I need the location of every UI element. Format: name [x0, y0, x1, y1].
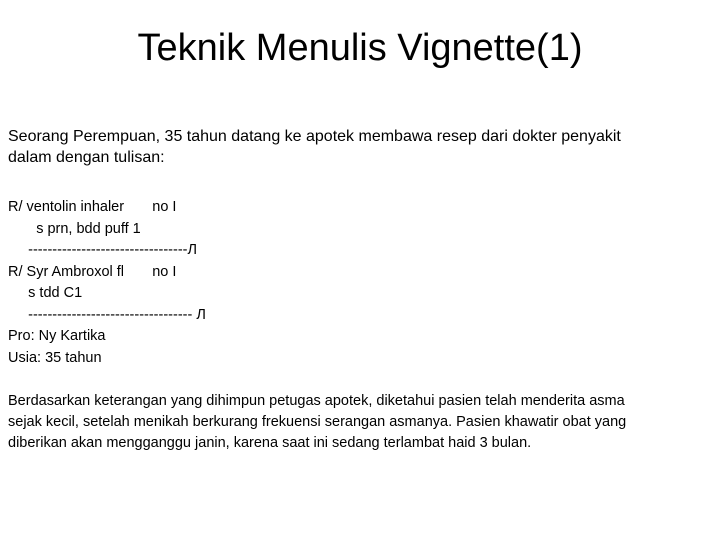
- closing-line: Berdasarkan keterangan yang dihimpun petugas apotek, diketahui pasien telah menderita asma: [8, 393, 625, 409]
- intro-paragraph: [8, 126, 720, 168]
- closing-line: sejak kecil, setelah menikah berkurang frekuensi serangan asmanya. Pasien khawatir obat yang: [8, 414, 627, 430]
- slide-title: Teknik Menulis Vignette(1): [137, 27, 583, 69]
- prescription-block: [8, 197, 206, 369]
- patient-name-line: Pro: Ny Kartika: [8, 328, 106, 344]
- prescription-line: R/ Syr Ambroxol fl no I: [8, 263, 177, 280]
- intro-line: Seorang Perempuan, 35 tahun datang ke apotek membawa resep dari dokter penyakit: [8, 128, 621, 145]
- prescription-line: ---------------------------------- Л: [8, 306, 206, 323]
- intro-line: dalam dengan tulisan:: [8, 149, 165, 166]
- closing-paragraph: [8, 391, 720, 454]
- prescription-line: R/ ventolin inhaler no I: [8, 199, 177, 215]
- closing-line: diberikan akan mengganggu janin, karena saat ini sedang terlambat haid 3 bulan.: [8, 435, 532, 451]
- patient-age-line: Usia: 35 tahun: [8, 349, 102, 366]
- prescription-line: s prn, bdd puff 1: [8, 220, 141, 237]
- prescription-line: ---------------------------------Л: [8, 242, 198, 258]
- prescription-line: s tdd C1: [8, 285, 83, 301]
